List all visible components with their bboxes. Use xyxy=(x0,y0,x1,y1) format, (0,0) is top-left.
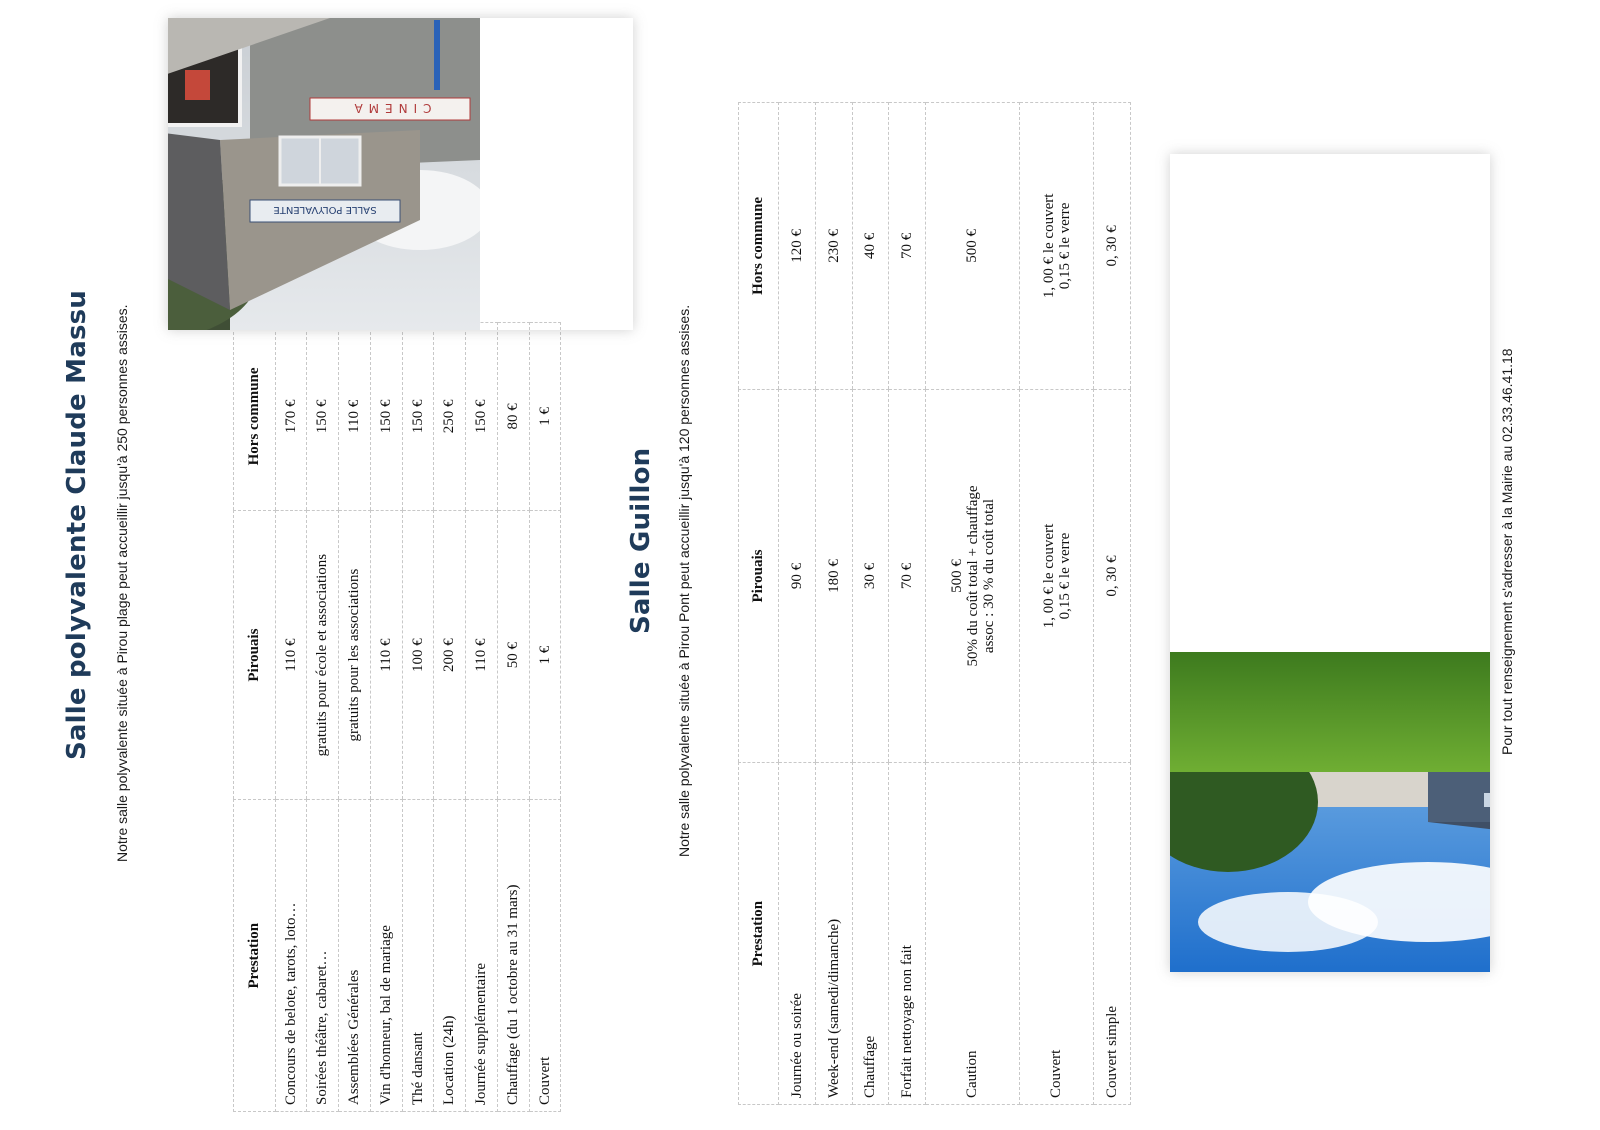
hall1-cell-pirouais: gratuits pour les associations xyxy=(339,510,371,800)
hall1-photo-image xyxy=(168,18,480,330)
hall1-cell-hors: 150 € xyxy=(307,323,339,511)
hall1-header-hors: Hors commune xyxy=(234,323,276,511)
table-row xyxy=(403,323,434,1112)
table-row xyxy=(276,323,307,1112)
hall1-price-table xyxy=(233,322,561,1112)
hall1-cell-pirouais: 110 € xyxy=(466,510,498,800)
table-row xyxy=(466,323,498,1112)
table-row xyxy=(926,103,1020,1105)
hall2-cell-hors-line: 70 € xyxy=(898,232,915,259)
hall1-header-prestation: Prestation xyxy=(234,800,276,1112)
hall2-cell-pirouais xyxy=(816,389,853,763)
hall1-header-pirouais: Pirouais xyxy=(234,510,276,800)
table-row xyxy=(1020,103,1094,1105)
hall1-cell-hors: 1 € xyxy=(530,323,561,511)
hall2-cell-hors-line: 230 € xyxy=(825,228,842,263)
hall2-cell-pirouais-line: 50% du coût total + chauffage xyxy=(964,485,981,667)
hall2-cell-hors xyxy=(926,103,1020,390)
hall2-cell-label: Chauffage xyxy=(853,763,889,1105)
hall2-cell-pirouais-line: 0, 30 € xyxy=(1103,555,1120,597)
hall2-photo xyxy=(1170,154,1490,972)
hall2-subtitle: Notre salle polyvalente située à Pirou Pont peut accueillir jusqu'à 120 personnes assises. xyxy=(676,304,692,857)
hall2-header-row xyxy=(739,103,779,1105)
hall1-cell-pirouais: 1 € xyxy=(530,510,561,800)
hall2-cell-pirouais xyxy=(889,389,926,763)
hall2-price-table xyxy=(738,102,1131,1105)
hall1-cell-hors: 170 € xyxy=(276,323,307,511)
hall1-subtitle: Notre salle polyvalente située à Pirou plage peut accueillir jusqu'à 250 personnes assises. xyxy=(114,304,130,862)
hall1-cell-label: Concours de belote, tarots, loto… xyxy=(276,800,307,1112)
hall1-cell-hors: 110 € xyxy=(339,323,371,511)
hall1-cell-pirouais: 110 € xyxy=(276,510,307,800)
hall2-cell-hors xyxy=(889,103,926,390)
hall2-cell-hors xyxy=(1020,103,1094,390)
hall1-cell-label: Chauffage (du 1 octobre au 31 mars) xyxy=(498,800,530,1112)
hall1-cell-label: Location (24h) xyxy=(434,800,466,1112)
hall1-cell-label: Couvert xyxy=(530,800,561,1112)
hall1-cell-hors: 250 € xyxy=(434,323,466,511)
hall1-cell-label: Assemblées Générales xyxy=(339,800,371,1112)
hall2-cell-pirouais-line: 0,15 € le verre xyxy=(1056,532,1073,620)
hall2-cell-label: Couvert xyxy=(1020,763,1094,1105)
hall2-cell-label: Caution xyxy=(926,763,1020,1105)
hall2-cell-label: Journée ou soirée xyxy=(779,763,816,1105)
hall2-cell-hors-line: 500 € xyxy=(964,228,980,263)
hall1-photo-sign-text: SALLE POLYVALENTE xyxy=(273,204,377,215)
hall1-cell-hors: 150 € xyxy=(403,323,434,511)
hall1-cell-pirouais: 50 € xyxy=(498,510,530,800)
hall2-cell-pirouais-line: 70 € xyxy=(898,562,915,590)
table-row xyxy=(371,323,403,1112)
hall2-cell-pirouais-line: 90 € xyxy=(788,562,805,590)
hall1-cell-pirouais: 200 € xyxy=(434,510,466,800)
hall2-cell-hors xyxy=(816,103,853,390)
hall2-cell-hors-line: 0,15 € le verre xyxy=(1056,202,1073,290)
table-row xyxy=(498,323,530,1112)
hall1-cell-label: Journée supplémentaire xyxy=(466,800,498,1112)
hall1-title: Salle polyvalente Claude Massu xyxy=(62,289,92,760)
hall2-photo-image xyxy=(1170,652,1490,972)
hall1-photo xyxy=(168,18,633,330)
hall1-cell-label: Vin d'honneur, bal de mariage xyxy=(371,800,403,1112)
hall1-cell-label: Thé dansant xyxy=(403,800,434,1112)
hall2-cell-pirouais-line: 1, 00 € le couvert xyxy=(1040,523,1057,629)
hall2-cell-hors-line: 1, 00 € le couvert xyxy=(1040,193,1057,299)
table-row xyxy=(779,103,816,1105)
hall1-photo-cinema-text: CINEMA xyxy=(348,101,432,115)
hall2-cell-pirouais-line: 180 € xyxy=(825,559,842,593)
hall2-cell-pirouais xyxy=(1094,389,1131,763)
hall2-title: Salle Guillon xyxy=(626,447,656,634)
hall2-cell-hors-line: 40 € xyxy=(862,232,878,259)
hall2-cell-hors-line: 120 € xyxy=(788,228,805,263)
hall2-cell-pirouais xyxy=(1020,389,1094,763)
hall2-cell-pirouais-line: 30 € xyxy=(862,562,878,590)
hall1-cell-pirouais: 110 € xyxy=(371,510,403,800)
table-row xyxy=(853,103,889,1105)
table-row xyxy=(339,323,371,1112)
table-row xyxy=(530,323,561,1112)
hall2-cell-pirouais xyxy=(853,389,889,763)
hall1-cell-hors: 80 € xyxy=(498,323,530,511)
hall2-cell-pirouais xyxy=(779,389,816,763)
table-row xyxy=(889,103,926,1105)
footer-contact: Pour tout renseignement s'adresser à la Mairie au 02.33.46.41.18 xyxy=(1499,348,1515,755)
hall2-cell-hors xyxy=(1094,103,1131,390)
table-row xyxy=(434,323,466,1112)
hall1-header-row xyxy=(234,323,276,1112)
hall2-cell-pirouais-line: assoc : 30 % du coût total xyxy=(980,498,997,654)
hall1-cell-pirouais: 100 € xyxy=(403,510,434,800)
hall1-cell-hors: 150 € xyxy=(371,323,403,511)
hall2-cell-label: Forfait nettoyage non fait xyxy=(889,763,926,1105)
hall2-header-hors: Hors commune xyxy=(739,103,779,390)
hall2-cell-pirouais-line: 500 € xyxy=(948,559,965,593)
table-row xyxy=(816,103,853,1105)
hall2-cell-label: Couvert simple xyxy=(1094,763,1131,1105)
hall2-cell-label: Week-end (samedi/dimanche) xyxy=(816,763,853,1105)
hall2-header-pirouais: Pirouais xyxy=(739,389,779,763)
table-row xyxy=(1094,103,1131,1105)
table-row xyxy=(307,323,339,1112)
hall2-cell-hors xyxy=(779,103,816,390)
hall2-header-prestation: Prestation xyxy=(739,763,779,1105)
hall2-cell-hors xyxy=(853,103,889,390)
hall1-cell-pirouais: gratuits pour école et associations xyxy=(307,510,339,800)
hall2-cell-pirouais xyxy=(926,389,1020,763)
hall2-cell-hors-line: 0, 30 € xyxy=(1103,225,1120,267)
hall1-cell-label: Soirées théâtre, cabaret… xyxy=(307,800,339,1112)
hall1-cell-hors: 150 € xyxy=(466,323,498,511)
